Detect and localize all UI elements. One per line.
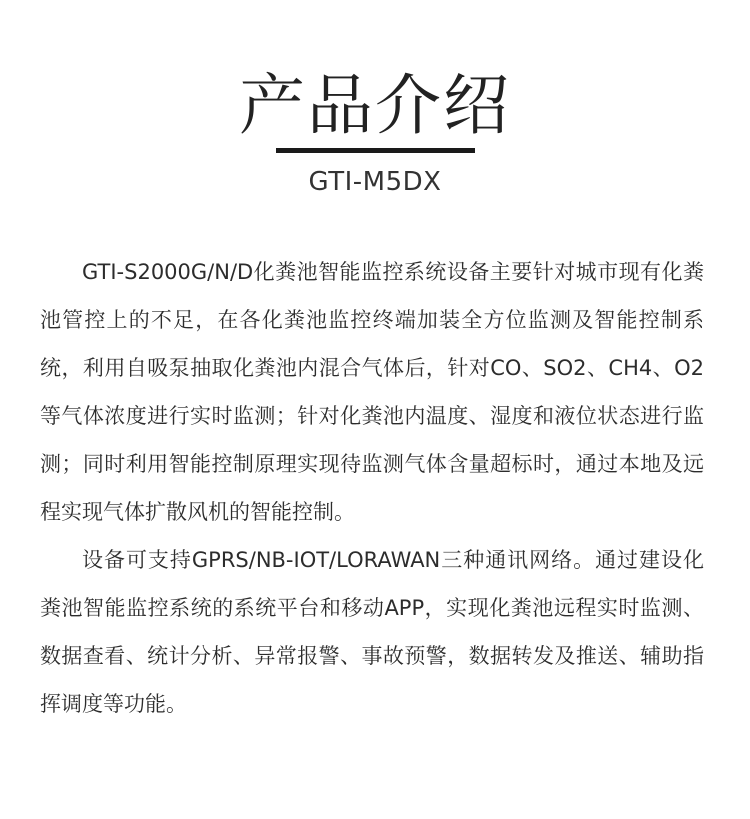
product-model: GTI-M5DX [308, 167, 442, 197]
description-paragraph-2: 设备可支持GPRS/NB-IOT/LORAWAN三种通讯网络。通过建设化粪池智能监控系统的系统平台和移动APP，实现化粪池远程实时监测、数据查看、统计分析、异常报警、事故预警，数据转发及推送、辅助指挥调度等功能。 [40, 548, 704, 716]
product-description [40, 248, 704, 728]
description-paragraph-1: GTI-S2000G/N/D化粪池智能监控系统设备主要针对城市现有化粪池管控上的不足，在各化粪池监控终端加装全方位监测及智能控制系统，利用自吸泵抽取化粪池内混合气体后，针对CO、SO2、CH4、O2等气体浓度进行实时监测；针对化粪池内温度、湿度和液位状态进行监测；同时利用智能控制原理实现待监测气体含量超标时，通过本地及远程实现气体扩散风机的智能控制。 [40, 260, 704, 524]
page-title: 产品介绍 [239, 67, 511, 144]
title-underline [276, 148, 475, 153]
